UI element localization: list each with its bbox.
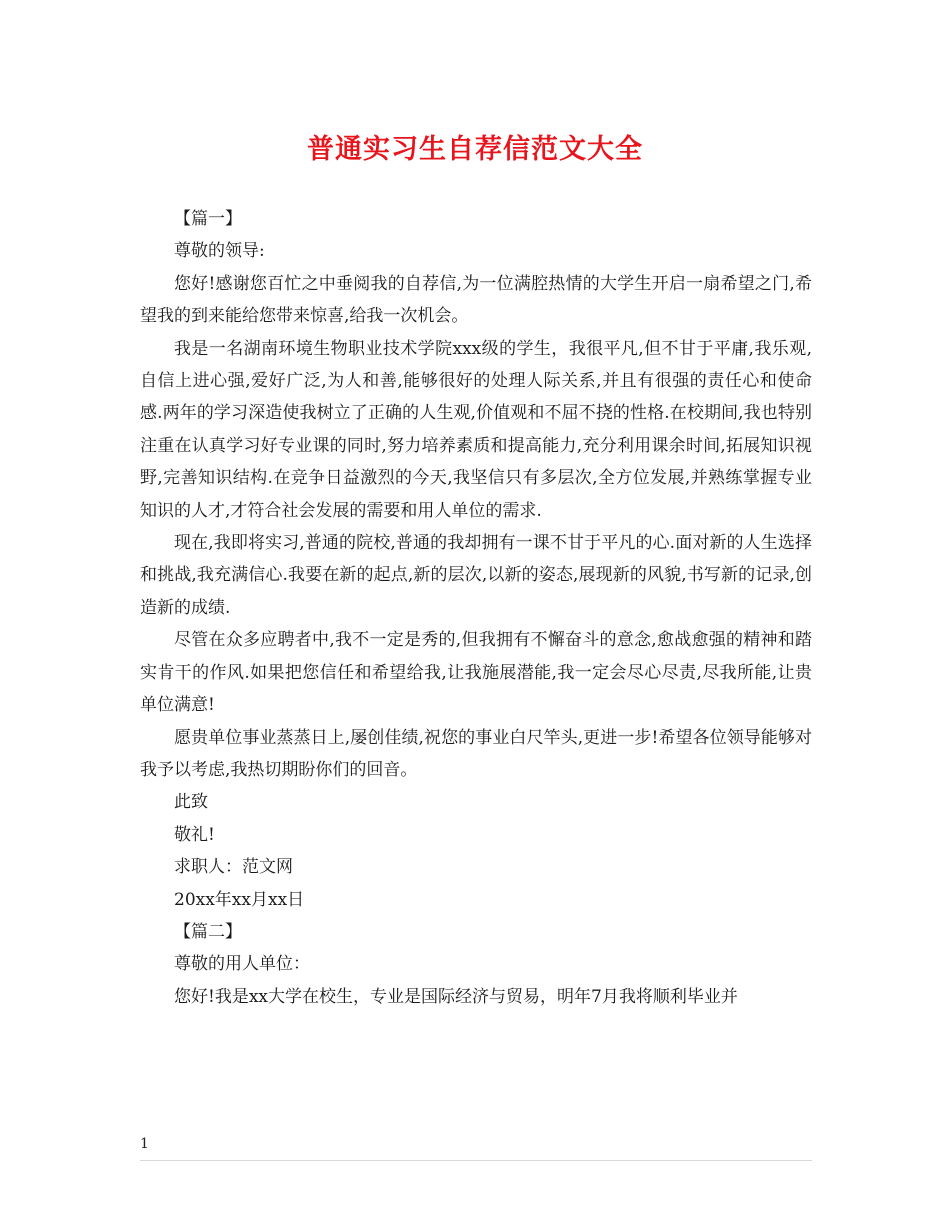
document-title: 普通实习生自荐信范文大全: [307, 134, 643, 165]
body-paragraph: 您好!感谢您百忙之中垂阅我的自荐信,为一位满腔热情的大学生开启一扇希望之门,希望我的到来能给您带来惊喜,给我一次机会。: [140, 273, 812, 327]
body-paragraph: 您好!我是xx大学在校生，专业是国际经济与贸易，明年7月我将顺利毕业并: [174, 986, 738, 1007]
signature-line: 求职人：范文网: [174, 857, 293, 878]
salutation: 尊敬的领导:: [174, 241, 265, 262]
document-body: [140, 203, 812, 1013]
closing-line: 此致: [174, 792, 208, 813]
closing-regards: 敬礼!: [174, 824, 215, 845]
salutation: 尊敬的用人单位：: [174, 954, 310, 975]
body-paragraph: 愿贵单位事业蒸蒸日上,屡创佳绩,祝您的事业白尺竿头,更进一步!希望各位领导能够对我予以考虑,我热切期盼你们的回音。: [140, 727, 812, 780]
section-heading-2: 【篇二】: [174, 921, 242, 942]
footer-divider: [140, 1160, 812, 1161]
body-paragraph: 现在,我即将实习,普通的院校,普通的我却拥有一课不甘于平凡的心.面对新的人生选择和挑战,我充满信心.我要在新的起点,新的层次,以新的姿态,展现新的风貌,书写新的记录,创造新的成绩.: [140, 533, 812, 618]
date-line: 20xx年xx月xx日: [174, 889, 305, 910]
body-paragraph: 我是一名湖南环境生物职业技术学院xxx级的学生，我很平凡,但不甘于平庸,我乐观,自信上进心强,爱好广泛,为人和善,能够很好的处理人际关系,并且有很强的责任心和使命感.两年的学习深造使我树立了正确的人生观,价值观和不屈不挠的性格.在校期间,我也特别注重在认真学习好专业课的同时,努力培养素质和提高能力,充分利用课余时间,拓展知识视野,完善知识结构.在竞争日益激烈的今天,我坚信只有多层次,全方位发展,并熟练掌握专业知识的人才,才符合社会发展的需要和用人单位的需求.: [140, 338, 812, 521]
body-paragraph: 尽管在众多应聘者中,我不一定是秀的,但我拥有不懈奋斗的意念,愈战愈强的精神和踏实肯干的作风.如果把您信任和希望给我,让我施展潜能,我一定会尽心尽责,尽我所能,让贵单位满意!: [140, 630, 812, 716]
section-heading-1: 【篇一】: [174, 209, 242, 229]
page-number: 1: [140, 1136, 149, 1152]
